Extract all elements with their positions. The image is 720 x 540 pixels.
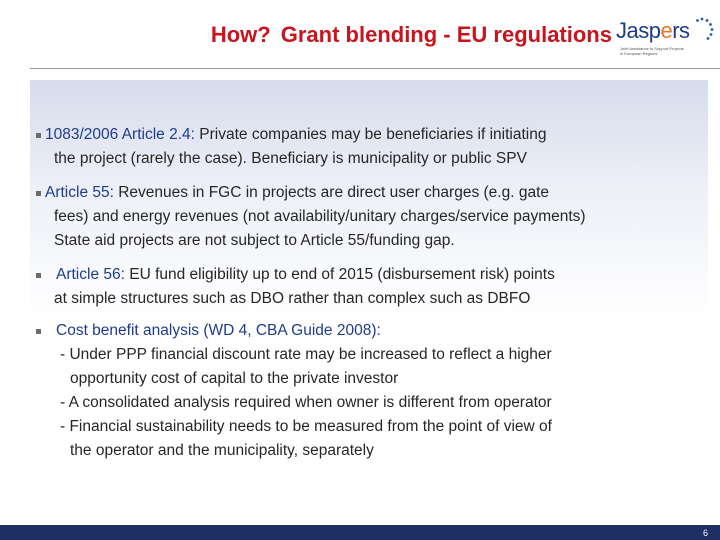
header-divider bbox=[30, 68, 720, 69]
bullet-line: - Under PPP financial discount rate may be increased to reflect a higher bbox=[60, 346, 552, 363]
bullet-line: at simple structures such as DBO rather than complex such as DBFO bbox=[54, 290, 531, 307]
slide-title bbox=[0, 22, 612, 48]
logo-subtitle-1: Joint Assistance to Support Projects bbox=[620, 46, 684, 51]
bullet-line: - Financial sustainability needs to be measured from the point of view of bbox=[60, 418, 552, 435]
bullet-line: opportunity cost of capital to the private investor bbox=[70, 370, 399, 387]
bullet-line: fees) and energy revenues (not availability/unitary charges/service payments) bbox=[54, 208, 586, 225]
bullet-line: State aid projects are not subject to Article 55/funding gap. bbox=[54, 232, 455, 249]
bullet-heading: Cost benefit analysis (WD 4, CBA Guide 2008): bbox=[56, 322, 381, 339]
bullet-marker bbox=[36, 273, 41, 278]
logo-wordmark: Jaspers bbox=[616, 18, 690, 43]
logo-subtitle-2: in European Regions bbox=[620, 51, 658, 56]
eu-stars-icon bbox=[688, 16, 718, 46]
title-main: Grant blending - EU regulations bbox=[280, 22, 612, 47]
bullet-line: Article 56: EU fund eligibility up to end of 2015 (disbursement risk) points bbox=[56, 266, 555, 283]
bullet-line: - A consolidated analysis required when owner is different from operator bbox=[60, 394, 552, 411]
bullet-line: the operator and the municipality, separately bbox=[70, 442, 374, 459]
title-question: How? bbox=[210, 22, 271, 47]
bullet-marker bbox=[36, 329, 41, 334]
bullet-line: the project (rarely the case). Beneficiary is municipality or public SPV bbox=[54, 150, 527, 167]
bullet-marker bbox=[36, 133, 41, 138]
page-number: 6 bbox=[702, 528, 708, 538]
bullet-line: 1083/2006 Article 2.4: Private companies may be beneficiaries if initiating bbox=[45, 126, 547, 143]
jaspers-logo bbox=[614, 14, 718, 62]
bullet-marker bbox=[36, 191, 41, 196]
footer-bar bbox=[0, 525, 720, 540]
bullet-line: Article 55: Revenues in FGC in projects are direct user charges (e.g. gate bbox=[45, 184, 549, 201]
